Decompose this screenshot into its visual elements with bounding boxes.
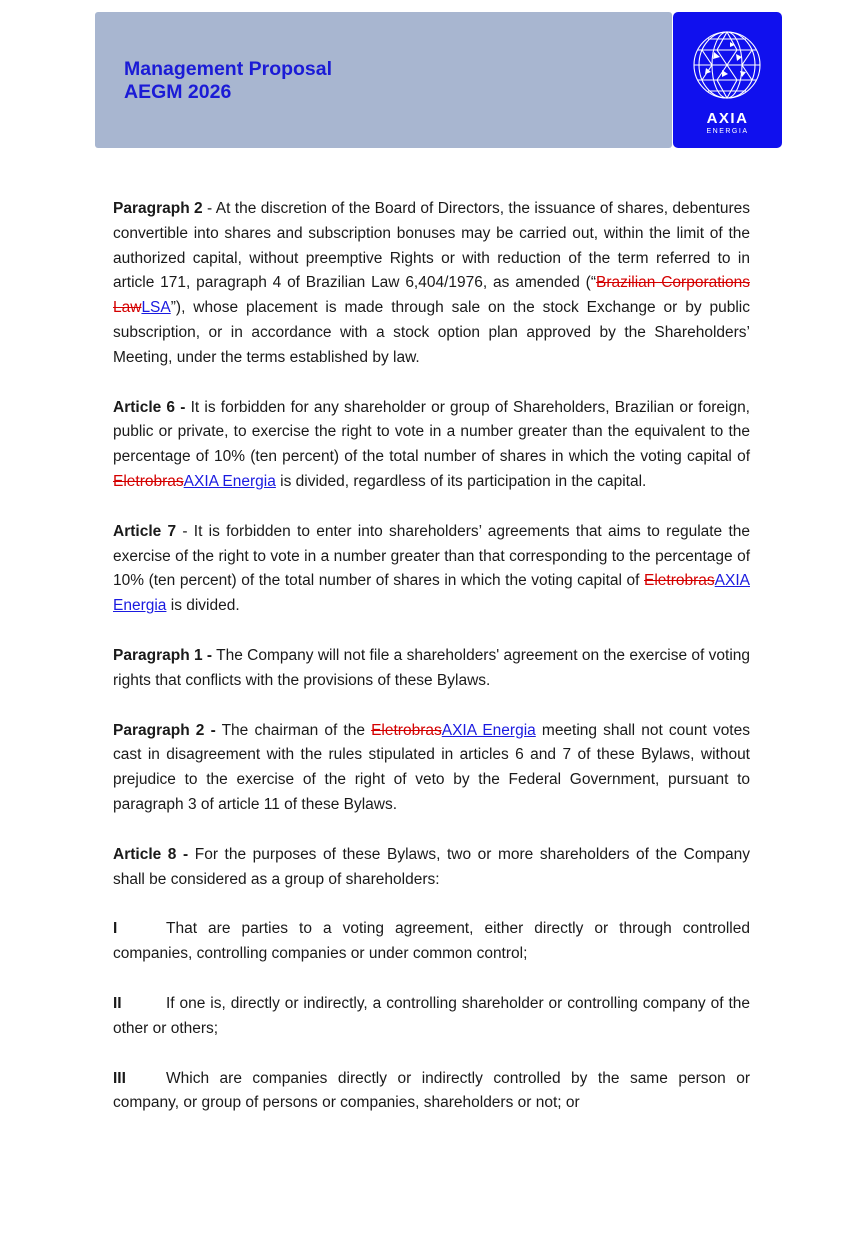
article-text: It is forbidden for any shareholder or group of Shareholders, Brazilian or foreign, public or private, to exercise the right to vote in a number greater than the equivalent to the percentage of 10% (ten percent) of the total number of shares in which the voting capital of [113,398,750,466]
paragraph-label: Paragraph 2 - [113,721,216,739]
list-item [113,1067,750,1117]
deleted-text: Eletrobras [644,572,715,590]
paragraph-text: - At the discretion of the Board of Directors, the issuance of shares, debentures convertible into shares and subscription bonuses may be carried out, within the limit of the authorized capital, without preemptive Rights or with reduction of the term referred to in article 171, paragraph 4 of Brazilian Law 6,404/1976, as amended (“ [113,200,750,292]
list-item [113,992,750,1042]
list-item-text: If one is, directly or indirectly, a controlling shareholder or controlling company of the other or others; [113,994,750,1037]
deleted-text: Brazilian Corporations Law [113,274,750,317]
globe-icon [692,30,762,100]
title-line-1: Management Proposal [124,58,333,80]
article-7-paragraph-2 [113,719,750,818]
paragraph-text: meeting shall not count votes cast in disagreement with the rules stipulated in articles 6 and 7 of these Bylaws, without prejudice to the exercise of the right of veto by the Federal Government, pursuant to paragraph 3 of article 11 of these Bylaws. [113,721,750,813]
inserted-text: AXIA Energia [113,572,750,615]
article-label: Article 7 [113,522,177,540]
page-title [124,58,332,104]
article-text: is divided. [166,597,240,615]
logo-subtitle: ENERGIA [706,128,749,135]
inserted-text: AXIA Energia [183,472,276,490]
document-body [113,197,750,1141]
article-7 [113,520,750,619]
inserted-text: LSA [141,299,171,317]
deleted-text: Eletrobras [371,721,442,739]
article-7-paragraph-1 [113,644,750,694]
article-text: - It is forbidden to enter into shareholders’ agreements that aims to regulate the exercise of the right to vote in a number greater than that corresponding to the percentage of 10% (ten percent) of the total number of shares in which the voting capital of [113,522,750,590]
paragraph-text: The chairman of the [215,721,372,739]
paragraph-text: ”), whose placement is made through sale on the stock Exchange or by public subscription, or in accordance with a stock option plan approved by the Shareholders’ Meeting, under the terms established by law. [113,299,750,366]
paragraph-label: Paragraph 2 [113,200,203,217]
article-text: is divided, regardless of its participation in the capital. [275,472,647,490]
article-label: Article 8 - [113,845,189,863]
inserted-text: AXIA Energia [441,721,536,739]
roman-numeral: II [113,994,122,1012]
logo-name: AXIA [706,110,749,127]
paragraph-label: Paragraph 1 - [113,646,213,664]
list-item-text: Which are companies directly or indirectly controlled by the same person or company, or group of persons or companies, shareholders or not; or [113,1069,750,1112]
article-8 [113,843,750,893]
roman-numeral: I [113,920,118,938]
article-label: Article 6 - [113,398,186,416]
roman-numeral: III [113,1069,126,1087]
article-6 [113,396,750,495]
axia-logo [673,12,782,148]
article-text: For the purposes of these Bylaws, two or more shareholders of the Company shall be considered as a group of shareholders: [113,845,750,888]
paragraph-2 [113,197,750,371]
list-item [113,917,750,967]
paragraph-text: The Company will not file a shareholders' agreement on the exercise of voting rights that conflicts with the provisions of these Bylaws. [113,646,751,689]
list-item-text: That are parties to a voting agreement, either directly or through controlled companies, controlling companies or under common control; [113,920,750,963]
title-line-2: AEGM 2026 [124,81,232,103]
deleted-text: Eletrobras [113,472,184,490]
